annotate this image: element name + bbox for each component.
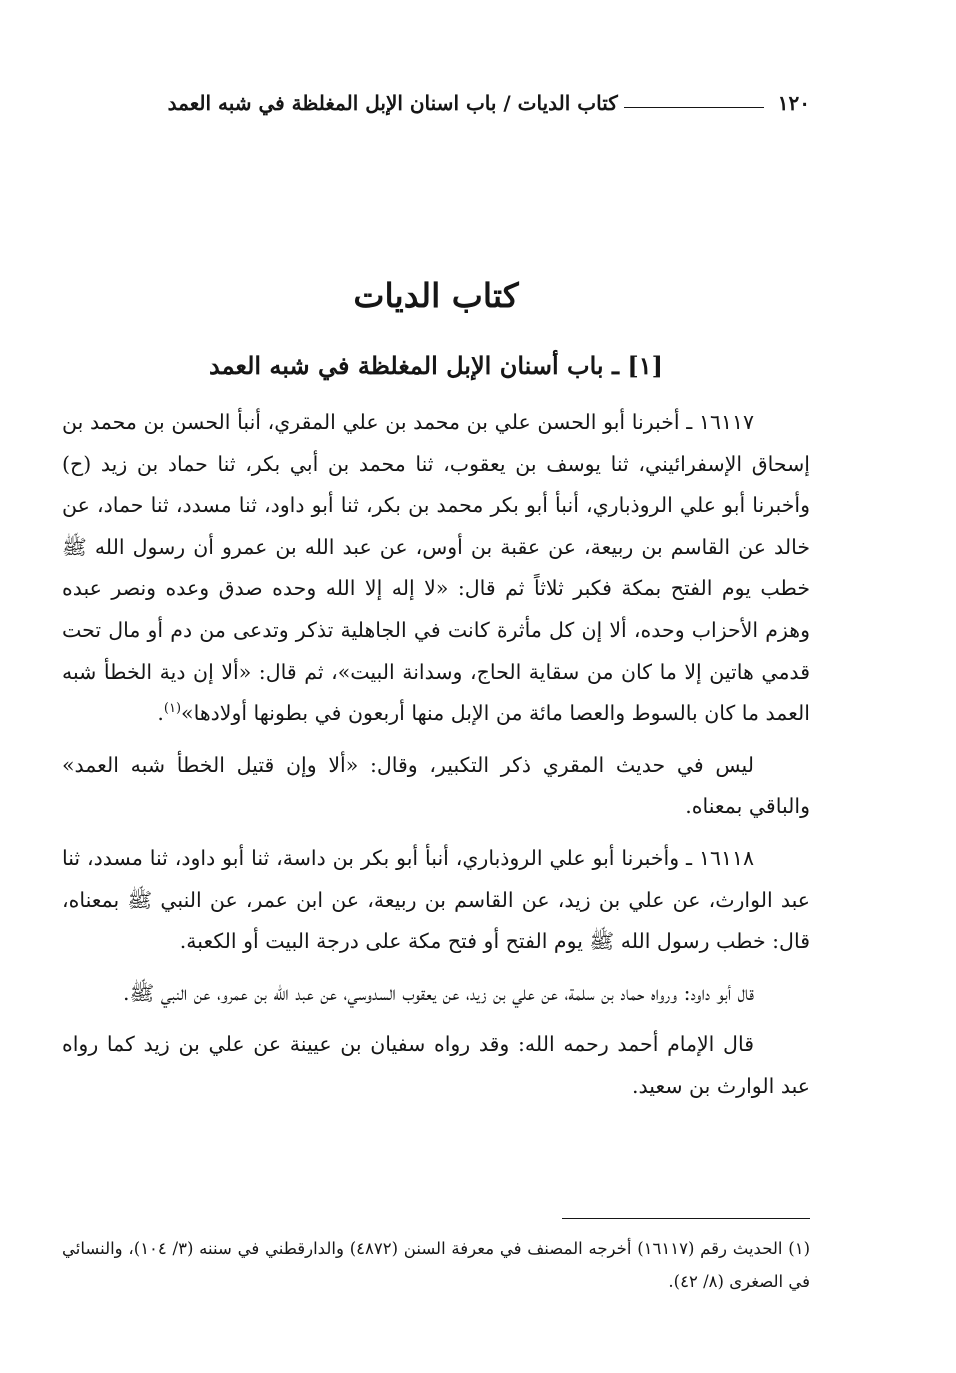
body-text — [62, 402, 810, 1118]
paragraph-end: . — [157, 701, 164, 726]
paragraph-hadith-16117 — [62, 402, 810, 735]
paragraph-abu-dawud: قال أبو داود: ورواه حماد بن سلمة، عن علي بن زيد، عن يعقوب السدوسي، عن عبد الله بن عمرو، عن النبي ﷺ. — [122, 980, 754, 1005]
footnote-1: (١) الحديث رقم (١٦١١٧) أخرجه المصنف في معرفة السنن (٤٨٧٢) والدارقطني في سننه (٣/ ١٠٤)، والنسائي في الصغرى (٨/ ٤٢). — [62, 1239, 810, 1291]
paragraph-text: ١٦١١٧ ـ أخبرنا أبو الحسن علي بن محمد بن علي المقري، أنبأ الحسن بن محمد بن إسحاق الإسفرائيني، ثنا يوسف بن يعقوب، ثنا محمد بن أبي بكر، ثنا حماد بن زيد (ح) وأخبرنا أبو علي الروذباري، أنبأ أبو بكر محمد بن بكر، ثنا أبو داود، ثنا مسدد، ثنا حماد، عن خالد عن القاسم بن ربيعة، عن عقبة بن أوس، عن عبد الله بن عمرو أن رسول الله ﷺ خطب يوم الفتح بمكة فكبر ثلاثاً ثم قال: «لا إله إلا الله وحده صدق وعده ونصر عبده وهزم الأحزاب وحده، ألا إن كل مأثرة كانت في الجاهلية تذكر وتدعى من دم أو مال تحت قدمي هاتين إلا ما كان من سقاية الحاج، وسدانة البيت»، ثم قال: «ألا إن دية الخطأ شبه العمد ما كان بالسوط والعصا مائة من الإبل منها أربعون في بطونها أولادها» — [62, 410, 810, 726]
header-rule — [624, 107, 764, 108]
book-title: كتاب الديات — [353, 276, 519, 315]
paragraph-hadith-16118: ١٦١١٨ ـ وأخبرنا أبو علي الروذباري، أنبأ أبو بكر بن داسة، ثنا أبو داود، ثنا مسدد، ثنا عبد الوارث، عن علي بن زيد، عن القاسم بن ربيعة، عن ابن عمر، عن النبي ﷺ بمعناه، قال: خطب رسول الله ﷺ يوم الفتح أو فتح مكة على درجة البيت أو الكعبة. — [62, 845, 810, 954]
running-title: كتاب الديات / باب اسنان الإبل المغلظة في شبه العمد — [167, 91, 618, 115]
page-number: ١٢٠ — [777, 91, 810, 115]
paragraph-imam-ahmad: قال الإمام أحمد رحمه الله: وقد رواه سفيان بن عيينة عن علي بن زيد كما رواه عبد الوارث بن سعيد. — [62, 1032, 810, 1098]
paragraph-note-muqri: ليس في حديث المقري ذكر التكبير، وقال: «ألا وإن قتيل الخطأ شبه العمد» والباقي بمعناه. — [62, 752, 810, 819]
footnote-separator — [562, 1218, 810, 1219]
footnote-reference: (١) — [163, 701, 182, 717]
footnotes — [62, 1232, 810, 1298]
chapter-title: [١] ـ باب أسنان الإبل المغلظة في شبه العمد — [209, 351, 663, 380]
running-header — [62, 88, 810, 118]
